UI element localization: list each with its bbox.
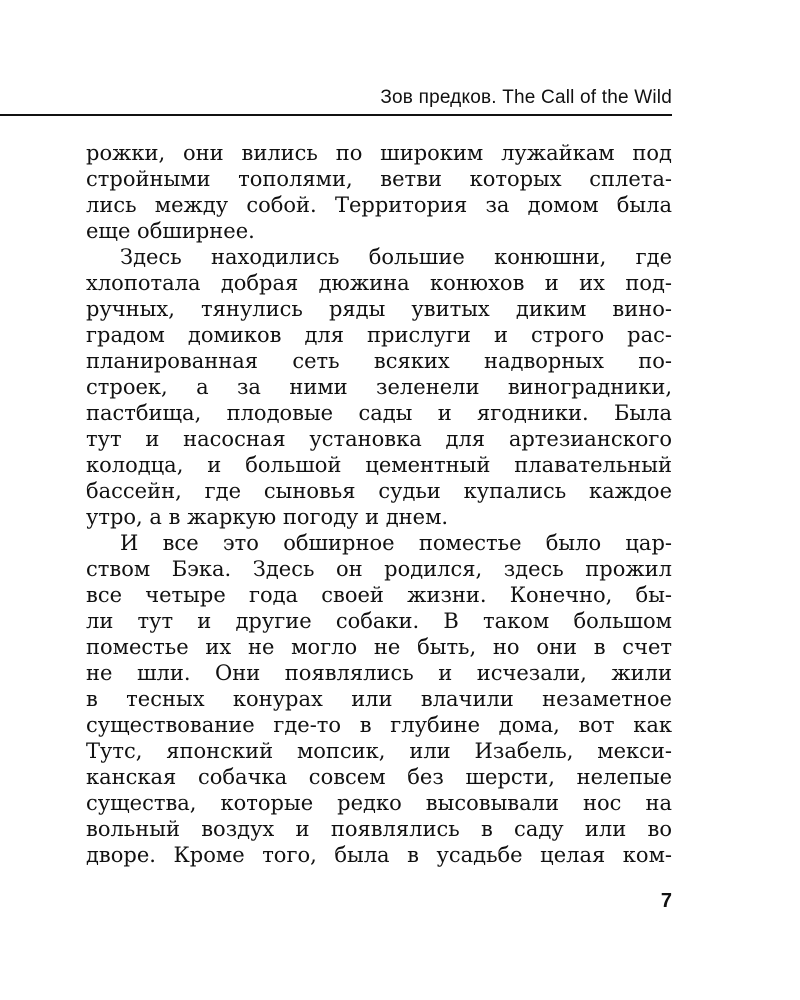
text-line: лись между собой. Территория за домом была [86, 193, 672, 217]
text-line: пастбища, плодовые сады и ягодники. Была [86, 401, 672, 425]
text-line: вольный воздух и появлялись в саду или во [86, 817, 672, 841]
text-line: ли тут и другие собаки. В таком большом [86, 609, 672, 633]
text-line: дворе. Кроме того, была в усадьбе целая ком- [86, 843, 672, 867]
text-line: тут и насосная установка для артезианского [86, 427, 672, 451]
text-line: не шли. Они появлялись и исчезали, жили [86, 661, 672, 685]
text-line: существование где-то в глубине дома, вот как [86, 713, 672, 737]
text-line: колодца, и большой цементный плавательный [86, 453, 672, 477]
text-line: строек, а за ними зеленели виноградники, [86, 375, 672, 399]
text-line: ством Бэка. Здесь он родился, здесь прожил [86, 557, 672, 581]
text-line: в тесных конурах или влачили незаметное [86, 687, 672, 711]
body-text [86, 140, 672, 868]
text-line: существа, которые редко высовывали нос на [86, 791, 672, 815]
text-line: канская собачка совсем без шерсти, нелепые [86, 765, 672, 789]
text-line: хлопотала добрая дюжина конюхов и их под- [86, 271, 672, 295]
text-line: планированная сеть всяких надворных по- [86, 349, 672, 373]
running-header-title: Зов предков. The Call of the Wild [380, 87, 672, 108]
text-line: стройными тополями, ветви которых сплета- [86, 167, 672, 191]
page-number: 7 [660, 890, 672, 912]
text-line: все четыре года своей жизни. Конечно, бы- [86, 583, 672, 607]
running-header [0, 82, 672, 116]
text-line: Тутс, японский мопсик, или Изабель, мекси- [86, 739, 672, 763]
text-line: градом домиков для прислуги и строго рас- [86, 323, 672, 347]
text-line: И все это обширное поместье было цар- [120, 531, 672, 555]
text-line: Здесь находились большие конюшни, где [120, 245, 672, 269]
text-line: ручных, тянулись ряды увитых диким вино- [86, 297, 672, 321]
text-line: еще обширнее. [86, 219, 255, 243]
text-line: рожки, они вились по широким лужайкам под [86, 141, 672, 165]
text-line: бассейн, где сыновья судьи купались каждое [86, 479, 672, 503]
text-line: утро, а в жаркую погоду и днем. [86, 505, 449, 529]
text-line: поместье их не могло не быть, но они в счет [86, 635, 672, 659]
